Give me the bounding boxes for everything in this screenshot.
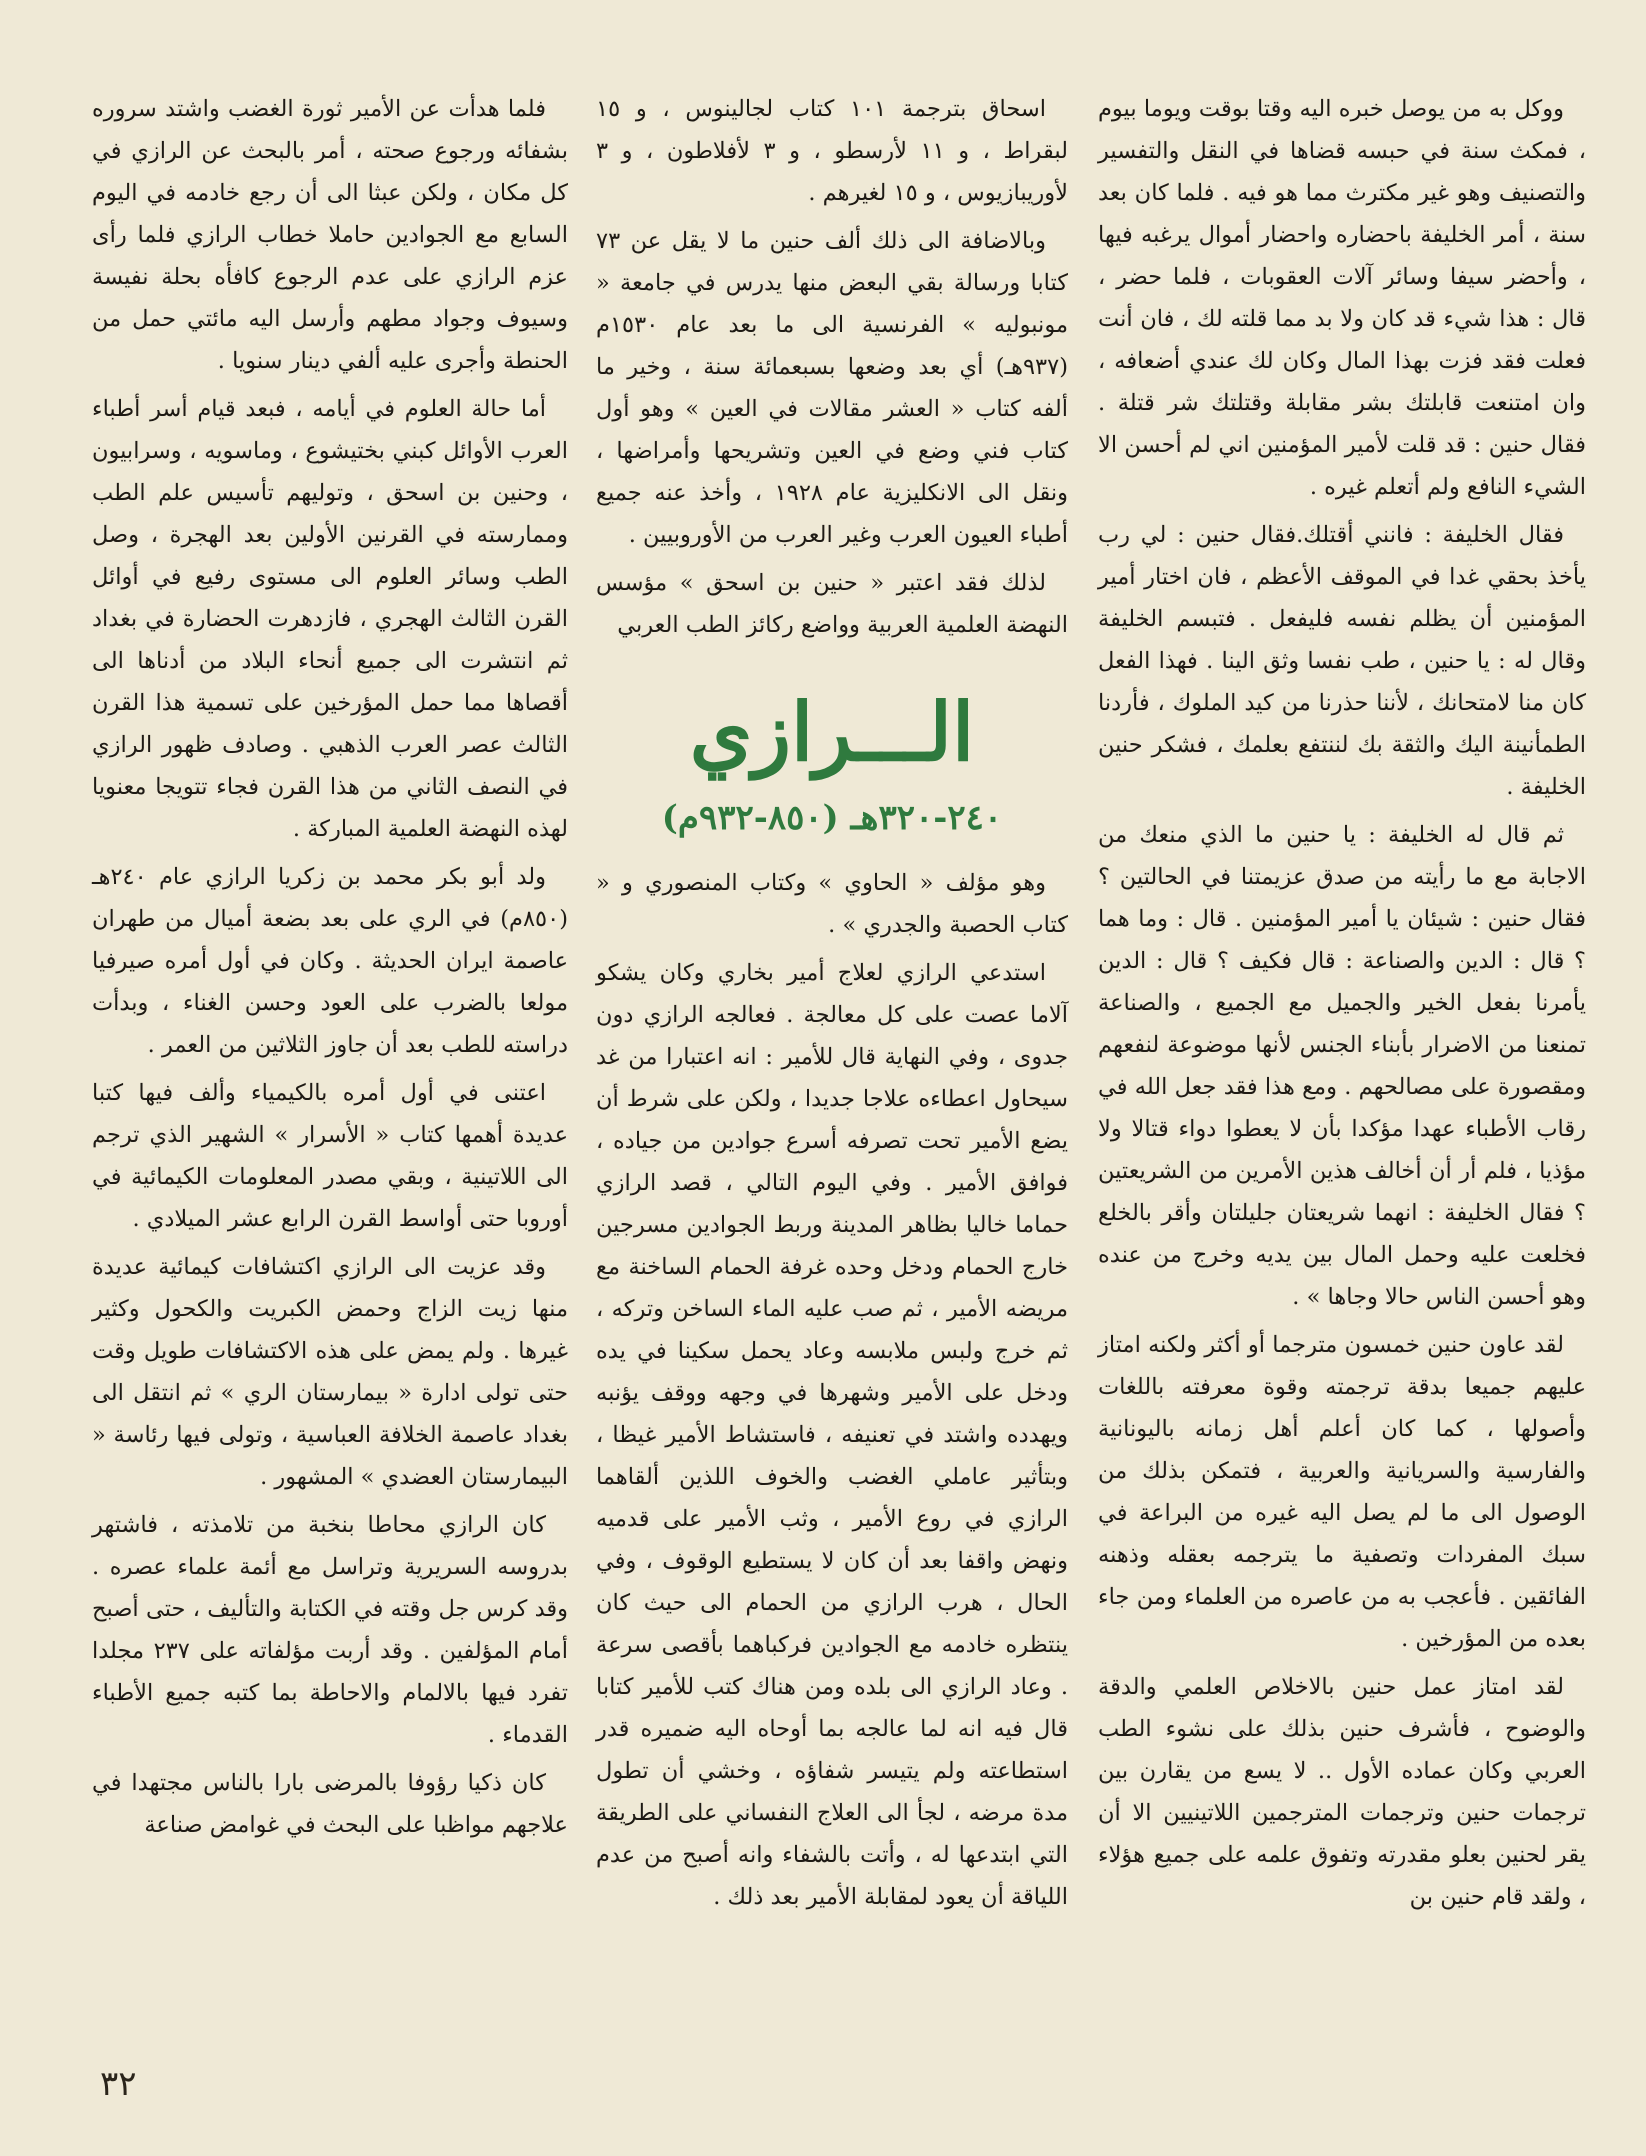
column-left (92, 88, 568, 1852)
section-dates: ٢٤٠-٣٢٠هـ (٨٥٠-٩٣٢م) (661, 798, 1003, 838)
paragraph: فقال الخليفة : فانني أقتلك.فقال حنين : لي رب يأخذ بحقي غدا في الموقف الأعظم ، فان اختار أمير المؤمنين أن يظلم نفسه فليفعل . فتبسم الخليفة وقال له : يا حنين ، طب نفسا وثق الينا . فهذا الفعل كان منا لامتحانك ، لأننا حذرنا من كيد الملوك ، فأردنا الطمأنينة اليك والثقة بك لننتفع بعلمك ، فشكر حنين الخليفة . (1098, 522, 1586, 800)
paragraph: أما حالة العلوم في أيامه ، فبعد قيام أسر أطباء العرب الأوائل كبني بختيشوع ، وماسويه ، وسرابيون ، وحنين بن اسحق ، وتوليهم تأسيس علم الطب وممارسته في القرنين الأولين بعد الهجرة ، وصل الطب وسائر العلوم الى مستوى رفيع في أوائل القرن الثالث الهجري ، فازدهرت الحضارة في بغداد ثم انتشرت الى جميع أنحاء البلاد من أدناها الى أقصاها مما حمل المؤرخين على تسمية هذا القرن الثالث عصر العرب الذهبي . وصادف ظهور الرازي في النصف الثاني من هذا القرن فجاء تتويجا معنويا لهذه النهضة العلمية المباركة . (92, 396, 568, 842)
column-middle (596, 88, 1068, 1924)
paragraph: ثم قال له الخليفة : يا حنين ما الذي منعك من الاجابة مع ما رأيته من صدق عزيمتنا في الحالتين ؟ فقال حنين : شيئان يا أمير المؤمنين . قال : وما هما ؟ قال : الدين والصناعة : قال فكيف ؟ قال : الدين يأمرنا بفعل الخير والجميل مع الجميع ، والصناعة تمنعنا من الاضرار بأبناء الجنس لأنها موضوعة لنفعهم ومقصورة على مصالحهم . ومع هذا فقد جعل الله في رقاب الأطباء عهدا مؤكدا بأن لا يعطوا دواء قتالا ولا مؤذيا ، فلم أر أن أخالف هذين الأمرين من الشريعتين ؟ فقال الخليفة : انهما شريعتان جليلتان وأقر بالخلع فخلعت عليه وحمل المال بين يديه وخرج من عنده وهو أحسن الناس حالا وجاها » . (1098, 822, 1586, 1310)
paragraph: كان الرازي محاطا بنخبة من تلامذته ، فاشتهر بدروسه السريرية وتراسل مع أئمة علماء عصره . وقد كرس جل وقته في الكتابة والتأليف ، حتى أصبح أمام المؤلفين . وقد أربت مؤلفاته على ٢٣٧ مجلدا تفرد فيها بالالمام والاحاطة بما كتبه جميع الأطباء القدماء . (92, 1512, 568, 1748)
column-right (1098, 88, 1586, 1924)
paragraph: وبالاضافة الى ذلك ألف حنين ما لا يقل عن ٧٣ كتابا ورسالة بقي البعض منها يدرس في جامعة « مونبوليه » الفرنسية الى ما بعد عام ١٥٣٠م (٩٣٧هـ) أي بعد وضعها بسبعمائة سنة ، وخير ما ألفه كتاب « العشر مقالات في العين » وهو أول كتاب فني وضع في العين وتشريحها وأمراضها ، ونقل الى الانكليزية عام ١٩٢٨ ، وأخذ عنه جميع أطباء العيون العرب وغير العرب من الأوروبيين . (596, 228, 1068, 548)
paragraph: ولد أبو بكر محمد بن زكريا الرازي عام ٢٤٠هـ (٨٥٠م) في الري على بعد بضعة أميال من طهران عاصمة ايران الحديثة . وكان في أول أمره صيرفيا مولعا بالضرب على العود وحسن الغناء ، وبدأت دراسته للطب بعد أن جاوز الثلاثين من العمر . (92, 864, 568, 1058)
paragraph: كان ذكيا رؤوفا بالمرضى بارا بالناس مجتهدا في علاجهم مواظبا على البحث في غوامض صناعة (92, 1770, 568, 1838)
paragraph: وهو مؤلف « الحاوي » وكتاب المنصوري و « كتاب الحصبة والجدري » . (596, 870, 1068, 938)
paragraph: لقد عاون حنين خمسون مترجما أو أكثر ولكنه امتاز عليهم جميعا بدقة ترجمته وقوة معرفته باللغات وأصولها ، كما كان أعلم أهل زمانه باليونانية والفارسية والسريانية والعربية ، فتمكن بذلك من الوصول الى ما لم يصل اليه غيره من البراعة في سبك المفردات وتصفية ما يترجمه بعقله وذهنه الفائقين . فأعجب به من عاصره من العلماء ومن جاء بعده من المؤرخين . (1098, 1332, 1586, 1652)
paragraph: فلما هدأت عن الأمير ثورة الغضب واشتد سروره بشفائه ورجوع صحته ، أمر بالبحث عن الرازي في كل مكان ، ولكن عبثا الى أن رجع خادمه في اليوم السابع مع الجوادين حاملا خطاب الرازي فلما رأى عزم الرازي على عدم الرجوع كافأه بحلة نفيسة وسيوف وجواد مطهم وأرسل اليه مائتي حمل من الحنطة وأجرى عليه ألفي دينار سنويا . (92, 96, 568, 374)
paragraph: ووكل به من يوصل خبره اليه وقتا بوقت ويوما بيوم ، فمكث سنة في حبسه قضاها في النقل والتفسير والتصنيف وهو غير مكترث مما هو فيه . فلما كان بعد سنة ، أمر الخليفة باحضاره واحضار أموال يرغبه فيها ، وأحضر سيفا وسائر آلات العقوبات ، فلما حضر ، قال : هذا شيء قد كان ولا بد مما قلته لك ، فان أنت فعلت فقد فزت بهذا المال وكان لك عندي أضعافه ، وان امتنعت قابلتك بشر مقابلة وقتلتك شر قتلة . فقال حنين : قد قلت لأمير المؤمنين اني لم أحسن الا الشيء النافع ولم أتعلم غيره . (1098, 96, 1586, 500)
paragraph: اسحاق بترجمة ١٠١ كتاب لجالينوس ، و ١٥ لبقراط ، و ١١ لأرسطو ، و ٣ لأفلاطون ، و ٣ لأوريبازيوس ، و ١٥ لغيرهم . (596, 96, 1068, 206)
paragraph: استدعي الرازي لعلاج أمير بخاري وكان يشكو آلاما عصت على كل معالجة . فعالجه الرازي دون جدوى ، وفي النهاية قال للأمير : انه اعتبارا من غد سيحاول اعطاءه علاجا جديدا ، ولكن على شرط أن يضع الأمير تحت تصرفه أسرع جوادين من جياده ، فوافق الأمير . وفي اليوم التالي ، قصد الرازي حماما خاليا بظاهر المدينة وربط الجوادين مسرجين خارج الحمام ودخل وحده غرفة الحمام الساخنة مع مريضه الأمير ، ثم صب عليه الماء الساخن وتركه ، ثم خرج ولبس ملابسه وعاد يحمل سكينا في يده ودخل على الأمير وشهرها في وجهه ووقف يؤنبه ويهدده واشتد في تعنيفه ، فاستشاط الأمير غيظا ، وبتأثير عاملي الغضب والخوف اللذين ألقاهما الرازي في روع الأمير ، وثب الأمير على قدميه ونهض واقفا بعد أن كان لا يستطيع الوقوف ، وفي الحال ، هرب الرازي من الحمام الى حيث كان ينتظره خادمه مع الجوادين فركباهما بأقصى سرعة . وعاد الرازي الى بلده ومن هناك كتب للأمير كتابا قال فيه انه لما عالجه بما أوحاه اليه ضميره قدر استطاعته ولم يتيسر شفاؤه ، وخشي أن تطول مدة مرضه ، لجأ الى العلاج النفساني على الطريقة التي ابتدعها له ، وأتت بالشفاء وانه أصبح من عدم اللياقة أن يعود لمقابلة الأمير بعد ذلك . (596, 960, 1068, 1910)
paragraph: لذلك فقد اعتبر « حنين بن اسحق » مؤسس النهضة العلمية العربية وواضع ركائز الطب العربي (596, 570, 1068, 638)
paragraph: اعتنى في أول أمره بالكيمياء وألف فيها كتبا عديدة أهمها كتاب « الأسرار » الشهير الذي ترجم الى اللاتينية ، وبقي مصدر المعلومات الكيمائية في أوروبا حتى أواسط القرن الرابع عشر الميلادي . (92, 1080, 568, 1232)
page-number: ٣٢ (100, 2064, 137, 2104)
paragraph: وقد عزيت الى الرازي اكتشافات كيمائية عديدة منها زيت الزاج وحمض الكبريت والكحول وكثير غيرها . ولم يمض على هذه الاكتشافات طويل وقت حتى تولى ادارة « بيمارستان الري » ثم انتقل الى بغداد عاصمة الخلافة العباسية ، وتولى فيها رئاسة « البيمارستان العضدي » المشهور . (92, 1254, 568, 1490)
section-heading-razi: الـــرازي (689, 685, 975, 779)
paragraph: لقد امتاز عمل حنين بالاخلاص العلمي والدقة والوضوح ، فأشرف حنين بذلك على نشوء الطب العربي وكان عماده الأول .. لا يسع من يقارن بين ترجمات حنين وترجمات المترجمين اللاتينيين الا أن يقر لحنين بعلو مقدرته وتفوق علمه على جميع هؤلاء ، ولقد قام حنين بن (1098, 1674, 1586, 1910)
